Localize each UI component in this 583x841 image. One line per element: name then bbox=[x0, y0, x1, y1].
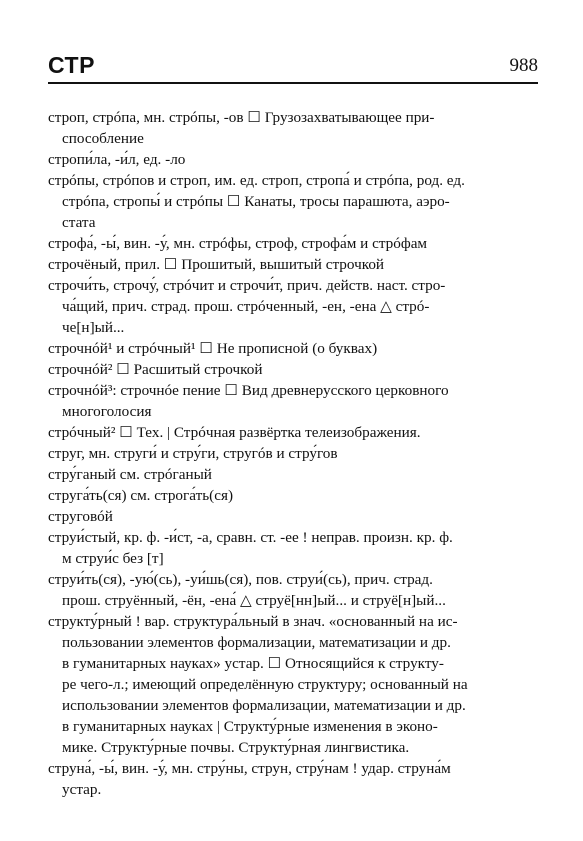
entry-continuation: многоголосия bbox=[62, 403, 152, 420]
entry-continuation: устар. bbox=[62, 781, 102, 798]
dictionary-entry bbox=[48, 233, 538, 254]
entry-headline: строп, стрóпа, мн. стрóпы, -ов ☐ Грузозахватывающее при- bbox=[48, 109, 435, 126]
dictionary-entry bbox=[48, 527, 538, 569]
dictionary-entry bbox=[48, 338, 538, 359]
entry-headline: стрóпы, стрóпов и строп, им. ед. строп, стропа́ и стрóпа, род. ед. bbox=[48, 172, 465, 189]
entry-continuation: м струи́с без [т] bbox=[62, 550, 164, 567]
dictionary-entry bbox=[48, 422, 538, 443]
entry-headline: стру́ганый см. стрóганый bbox=[48, 466, 212, 483]
entry-headline: строчёный, прил. ☐ Прошитый, вышитый строчкой bbox=[48, 256, 385, 273]
dictionary-entry bbox=[48, 254, 538, 275]
dictionary-entry bbox=[48, 359, 538, 380]
entry-continuation: стата bbox=[62, 214, 96, 231]
dictionary-entry bbox=[48, 611, 538, 758]
entry-continuation: в гуманитарных науках» устар. ☐ Относящийся к структу- bbox=[62, 655, 444, 672]
entry-headline: струи́стый, кр. ф. -и́ст, -а, сравн. ст. -ее ! неправ. произн. кр. ф. bbox=[48, 529, 453, 546]
entry-headline: строчнóй¹ и стрóчный¹ ☐ Не прописной (о буквах) bbox=[48, 340, 378, 357]
section-code: СТР bbox=[48, 52, 95, 78]
entry-headline: строфа́, -ы́, вин. -у́, мн. стрóфы, строф, строфа́м и стрóфам bbox=[48, 235, 428, 252]
entry-headline: строчнóй² ☐ Расшитый строчкой bbox=[48, 361, 263, 378]
header-rule bbox=[48, 82, 538, 84]
dictionary-entry bbox=[48, 758, 538, 800]
entry-continuation: ча́щий, прич. страд. прош. стрóченный, -ен, -ена △ стрó- bbox=[62, 298, 430, 315]
dictionary-entry bbox=[48, 275, 538, 338]
entry-continuation: способление bbox=[62, 130, 144, 147]
page-header bbox=[48, 52, 538, 84]
entry-continuation: в гуманитарных науках | Структу́рные изменения в эконо- bbox=[62, 718, 438, 735]
page-number: 988 bbox=[509, 55, 538, 76]
entry-headline: стрóчный² ☐ Тех. | Стрóчная развёртка телеизображения. bbox=[48, 424, 421, 441]
entry-headline: струговóй bbox=[48, 508, 113, 525]
entry-headline: стропи́ла, -и́л, ед. -ло bbox=[48, 151, 186, 168]
entry-headline: строчнóй³: строчнóе пение ☐ Вид древнерусского церковного bbox=[48, 382, 449, 399]
dictionary-entry bbox=[48, 443, 538, 464]
entry-headline: струи́ть(ся), -ую́(сь), -уи́шь(ся), пов. струи́(сь), прич. страд. bbox=[48, 571, 433, 588]
dictionary-entry bbox=[48, 380, 538, 422]
dictionary-entry bbox=[48, 170, 538, 233]
entry-headline: строчи́ть, строчу́, стрóчит и строчи́т, прич. действ. наст. стро- bbox=[48, 277, 446, 294]
entry-continuation: ре чего-л.; имеющий определённую структуру; основанный на bbox=[62, 676, 468, 693]
entry-continuation: прош. струённый, -ён, -ена́ △ струё[нн]ый... и струё[н]ый... bbox=[62, 592, 446, 609]
entry-continuation: стрóпа, стропы́ и стрóпы ☐ Канаты, тросы парашюта, аэро- bbox=[62, 193, 450, 210]
entry-continuation: пользовании элементов формализации, математизации и др. bbox=[62, 634, 451, 651]
entry-headline: струга́ть(ся) см. строга́ть(ся) bbox=[48, 487, 234, 504]
dictionary-entry bbox=[48, 569, 538, 611]
entry-headline: структу́рный ! вар. структура́льный в знач. «основанный на ис- bbox=[48, 613, 458, 630]
entry-headline: струна́, -ы́, вин. -у́, мн. стру́ны, струн, стру́нам ! удар. струна́м bbox=[48, 760, 451, 777]
dictionary-entry bbox=[48, 464, 538, 485]
entry-continuation: использовании элементов формализации, математизации и др. bbox=[62, 697, 466, 714]
dictionary-entry bbox=[48, 485, 538, 506]
dictionary-entries bbox=[48, 107, 538, 800]
dictionary-entry bbox=[48, 506, 538, 527]
entry-continuation: че[н]ый... bbox=[62, 319, 125, 336]
entry-continuation: мике. Структу́рные почвы. Структу́рная лингвистика. bbox=[62, 739, 410, 756]
dictionary-entry bbox=[48, 107, 538, 149]
dictionary-entry bbox=[48, 149, 538, 170]
entry-headline: струг, мн. струги́ и стру́ги, стругóв и стру́гов bbox=[48, 445, 338, 462]
